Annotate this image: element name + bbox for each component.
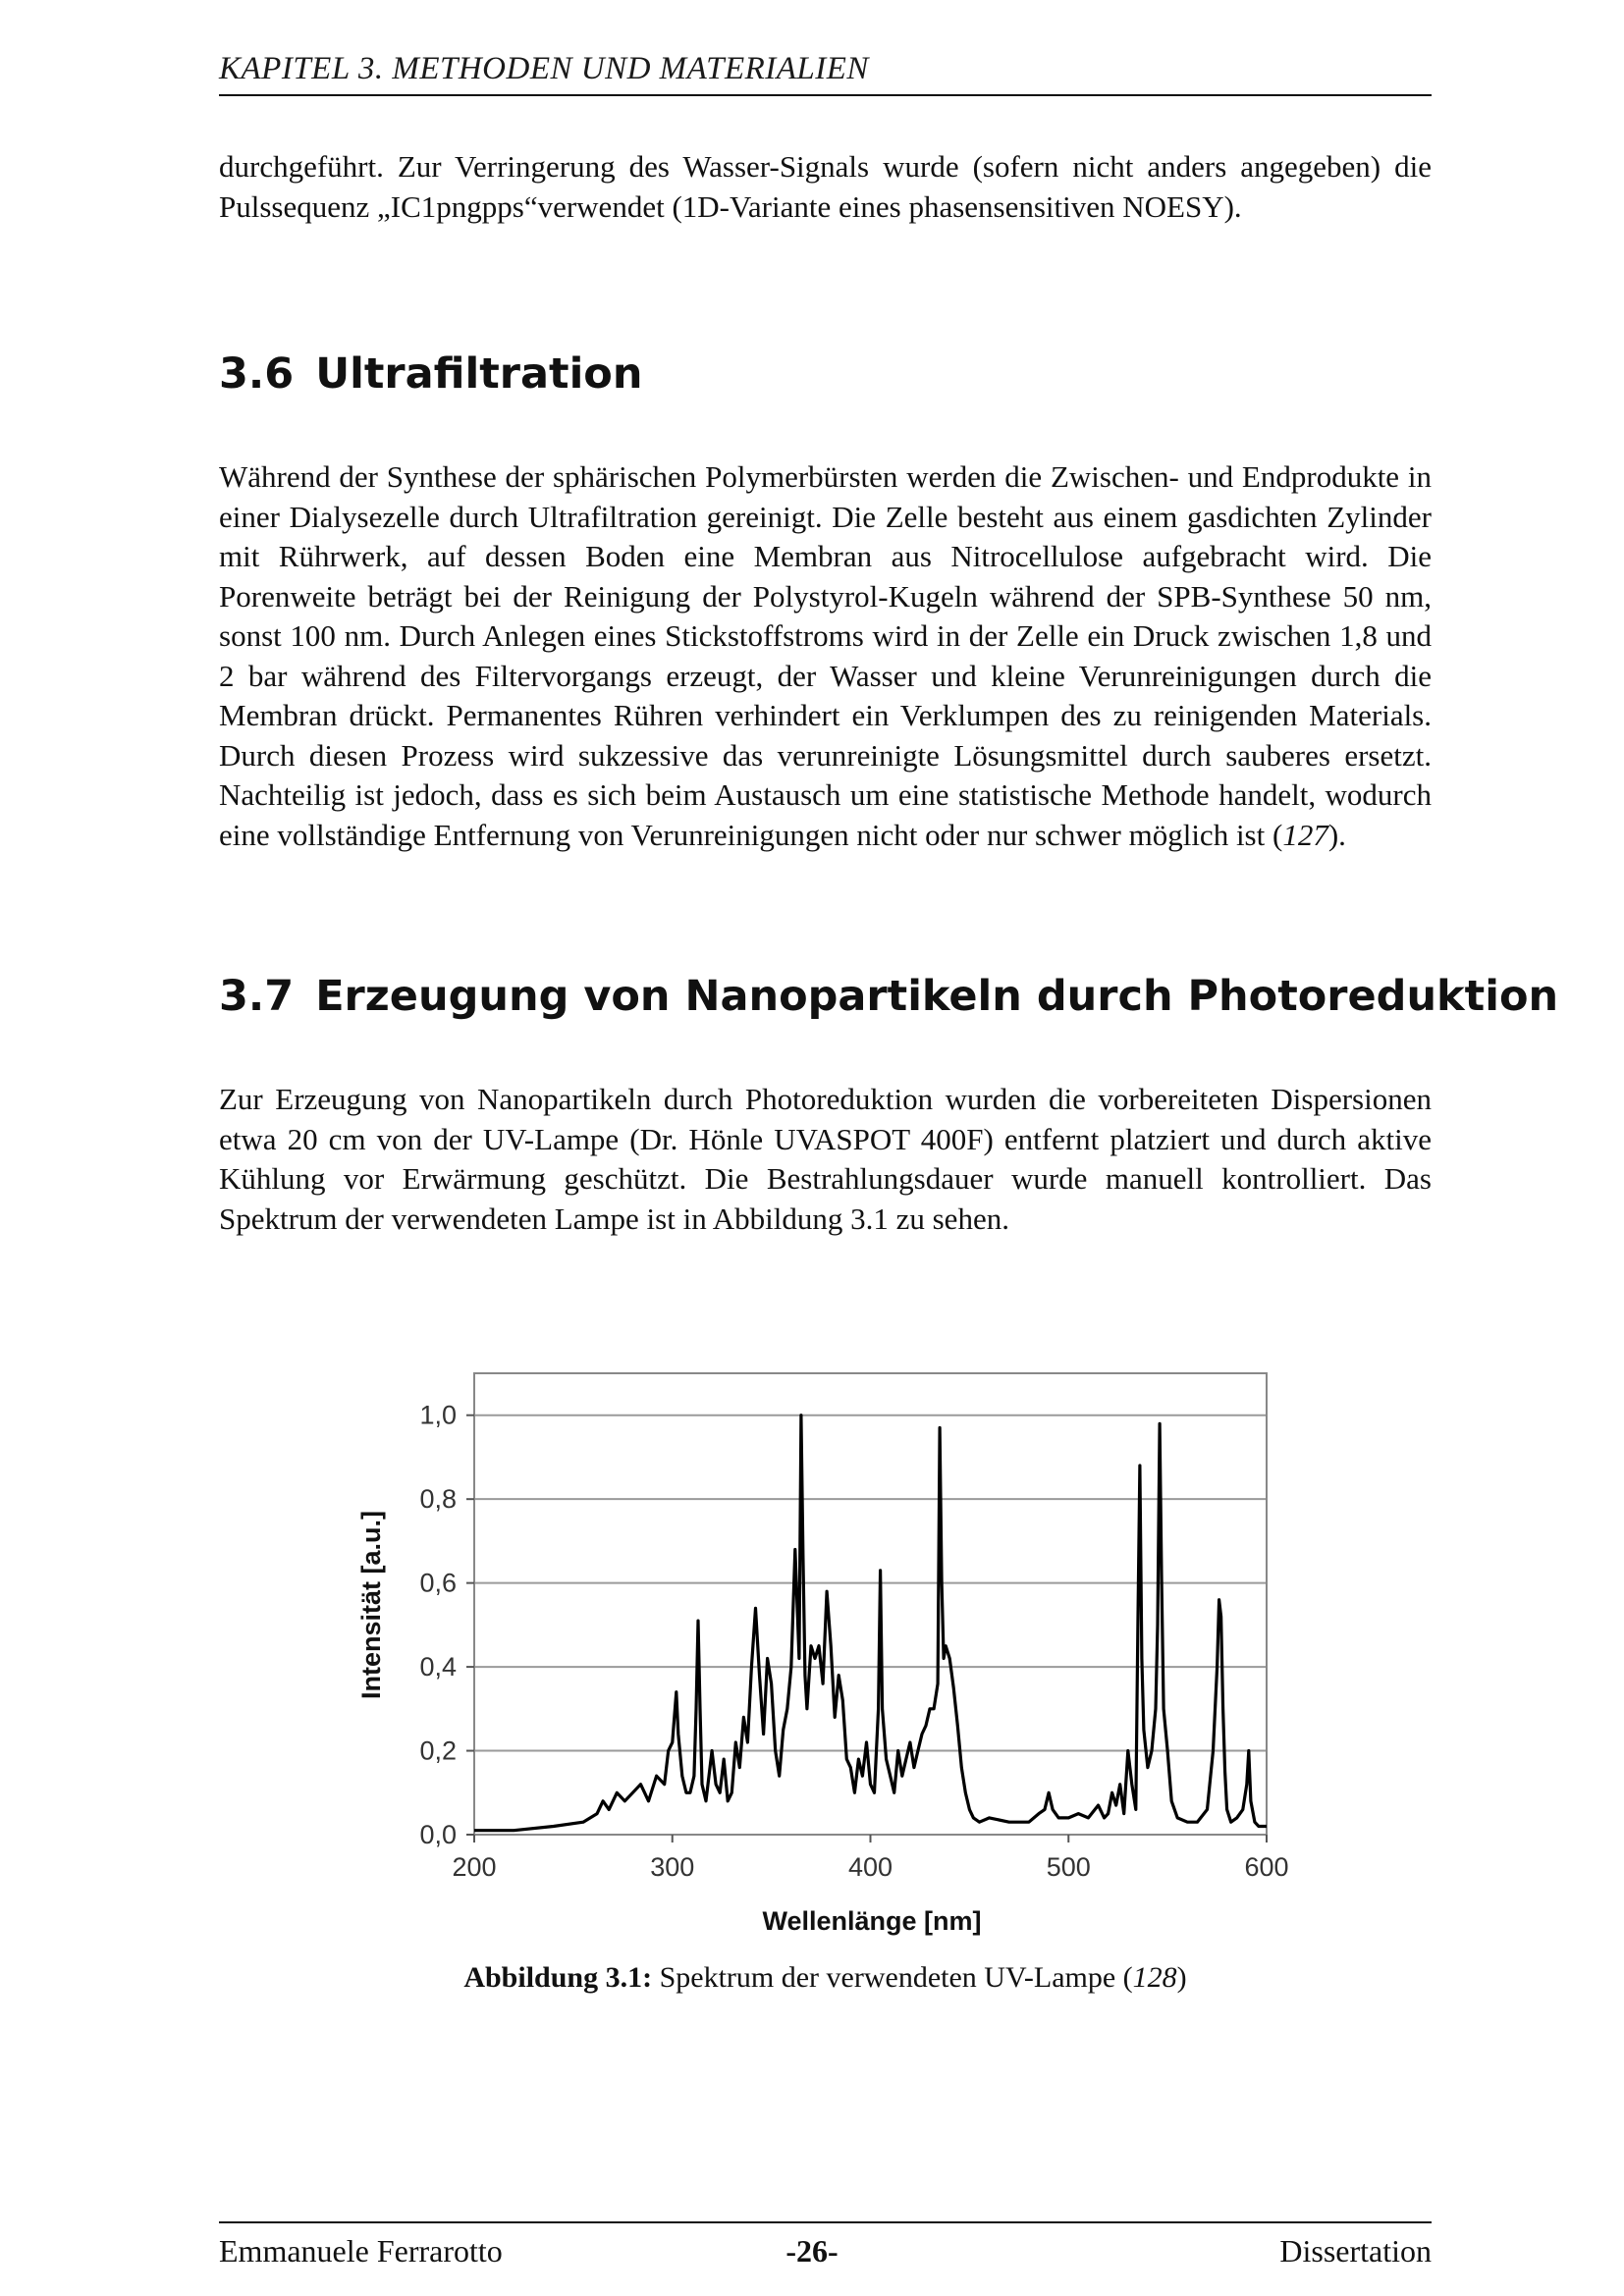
footer-rule: [219, 2221, 1432, 2223]
x-axis-label: Wellenlänge [nm]: [762, 1906, 982, 1936]
x-tick-label: 200: [452, 1852, 497, 1882]
y-tick-label: 0,6: [419, 1568, 457, 1598]
y-tick-label: 0,2: [419, 1735, 457, 1766]
figure-label: Abbildung 3.1:: [463, 1961, 653, 1994]
y-tick-label: 0,4: [419, 1652, 457, 1682]
y-tick-label: 0,8: [419, 1484, 457, 1515]
spectrum-chart: [339, 1340, 1306, 1949]
caption-citation[interactable]: 128: [1132, 1961, 1177, 1994]
y-tick-label: 0,0: [419, 1820, 457, 1849]
section-number: 3.6: [219, 349, 295, 399]
footer-author: Emmanuele Ferrarotto: [219, 2233, 503, 2269]
paragraph-text: Während der Synthese der sphärischen Polymerbürsten werden die Zwischen- und Endprodukte in einer Dialysezelle durch Ultrafiltration gereinigt. Die Zelle besteht aus einem gasdichten Zylinder mit Rührwerk, auf dessen Boden eine Membran aus Nitrocellulose aufgebracht wird. Die Porenweite beträgt bei der Reinigung der Polystyrol-Kugeln während der SPB-Synthese 50 nm, sonst 100 nm. Durch Anlegen eines Stickstoffstroms wird in der Zelle ein Druck zwischen 1,8 und 2 bar während des Filtervorgangs erzeugt, der Wasser und kleine Verunreinigungen durch die Membran drückt. Permanentes Rühren verhindert ein Verklumpen des zu reinigenden Materials. Durch diesen Prozess wird sukzessive das verunreinigte Lösungsmittel durch sauberes ersetzt. Nachteilig ist jedoch, dass es sich beim Austausch um eine statistische Methode handelt, wodurch eine vollständige Entfernung von Verunreinigungen nicht oder nur schwer möglich ist (: [219, 459, 1432, 852]
section-number: 3.7: [219, 972, 295, 1021]
section-title: Ultrafiltration: [315, 349, 643, 399]
figure-caption: [219, 1961, 1432, 1995]
section-heading-3-6: [219, 349, 642, 399]
intro-paragraph: durchgeführt. Zur Verringerung des Wasser-Signals wurde (sofern nicht anders angegeben) die Pulssequenz „IC1pngpps“verwendet (1D-Variante eines phasensensitiven NOESY).: [219, 149, 1432, 224]
figure-3-1: [339, 1340, 1306, 1949]
section-title: Erzeugung von Nanopartikeln durch Photoreduktion: [315, 972, 1559, 1021]
y-tick-label: 1,0: [419, 1400, 457, 1430]
x-tick-label: 300: [650, 1852, 695, 1882]
photoreduction-paragraph: Zur Erzeugung von Nanopartikeln durch Photoreduktion wurden die vorbereiteten Dispersionen etwa 20 cm von der UV-Lampe (Dr. Hönle UVASPOT 400F) entfernt platziert und durch aktive Kühlung vor Erwärmung geschützt. Die Bestrahlungsdauer wurde manuell kontrolliert. Das Spektrum der verwendeten Lampe ist in Abbildung 3.1 zu sehen.: [219, 1082, 1432, 1236]
section-heading-3-7: [219, 972, 1558, 1021]
caption-text: Spektrum der verwendeten UV-Lampe (: [659, 1961, 1133, 1994]
running-header: KAPITEL 3. METHODEN UND MATERIALIEN: [219, 51, 869, 86]
y-axis-label: Intensität [a.u.]: [356, 1510, 386, 1700]
citation-link[interactable]: 127: [1282, 817, 1328, 852]
footer-doc-type: Dissertation: [1279, 2233, 1432, 2269]
caption-end: ): [1176, 1961, 1187, 1994]
x-tick-label: 500: [1046, 1852, 1091, 1882]
x-tick-label: 600: [1244, 1852, 1289, 1882]
header-rule: [219, 94, 1432, 96]
x-tick-label: 400: [847, 1852, 893, 1882]
ultrafiltration-paragraph: [219, 457, 1432, 855]
paragraph-text-end: ).: [1327, 817, 1346, 852]
spectrum-line: [474, 1415, 1267, 1831]
page-number: -26-: [785, 2233, 839, 2269]
